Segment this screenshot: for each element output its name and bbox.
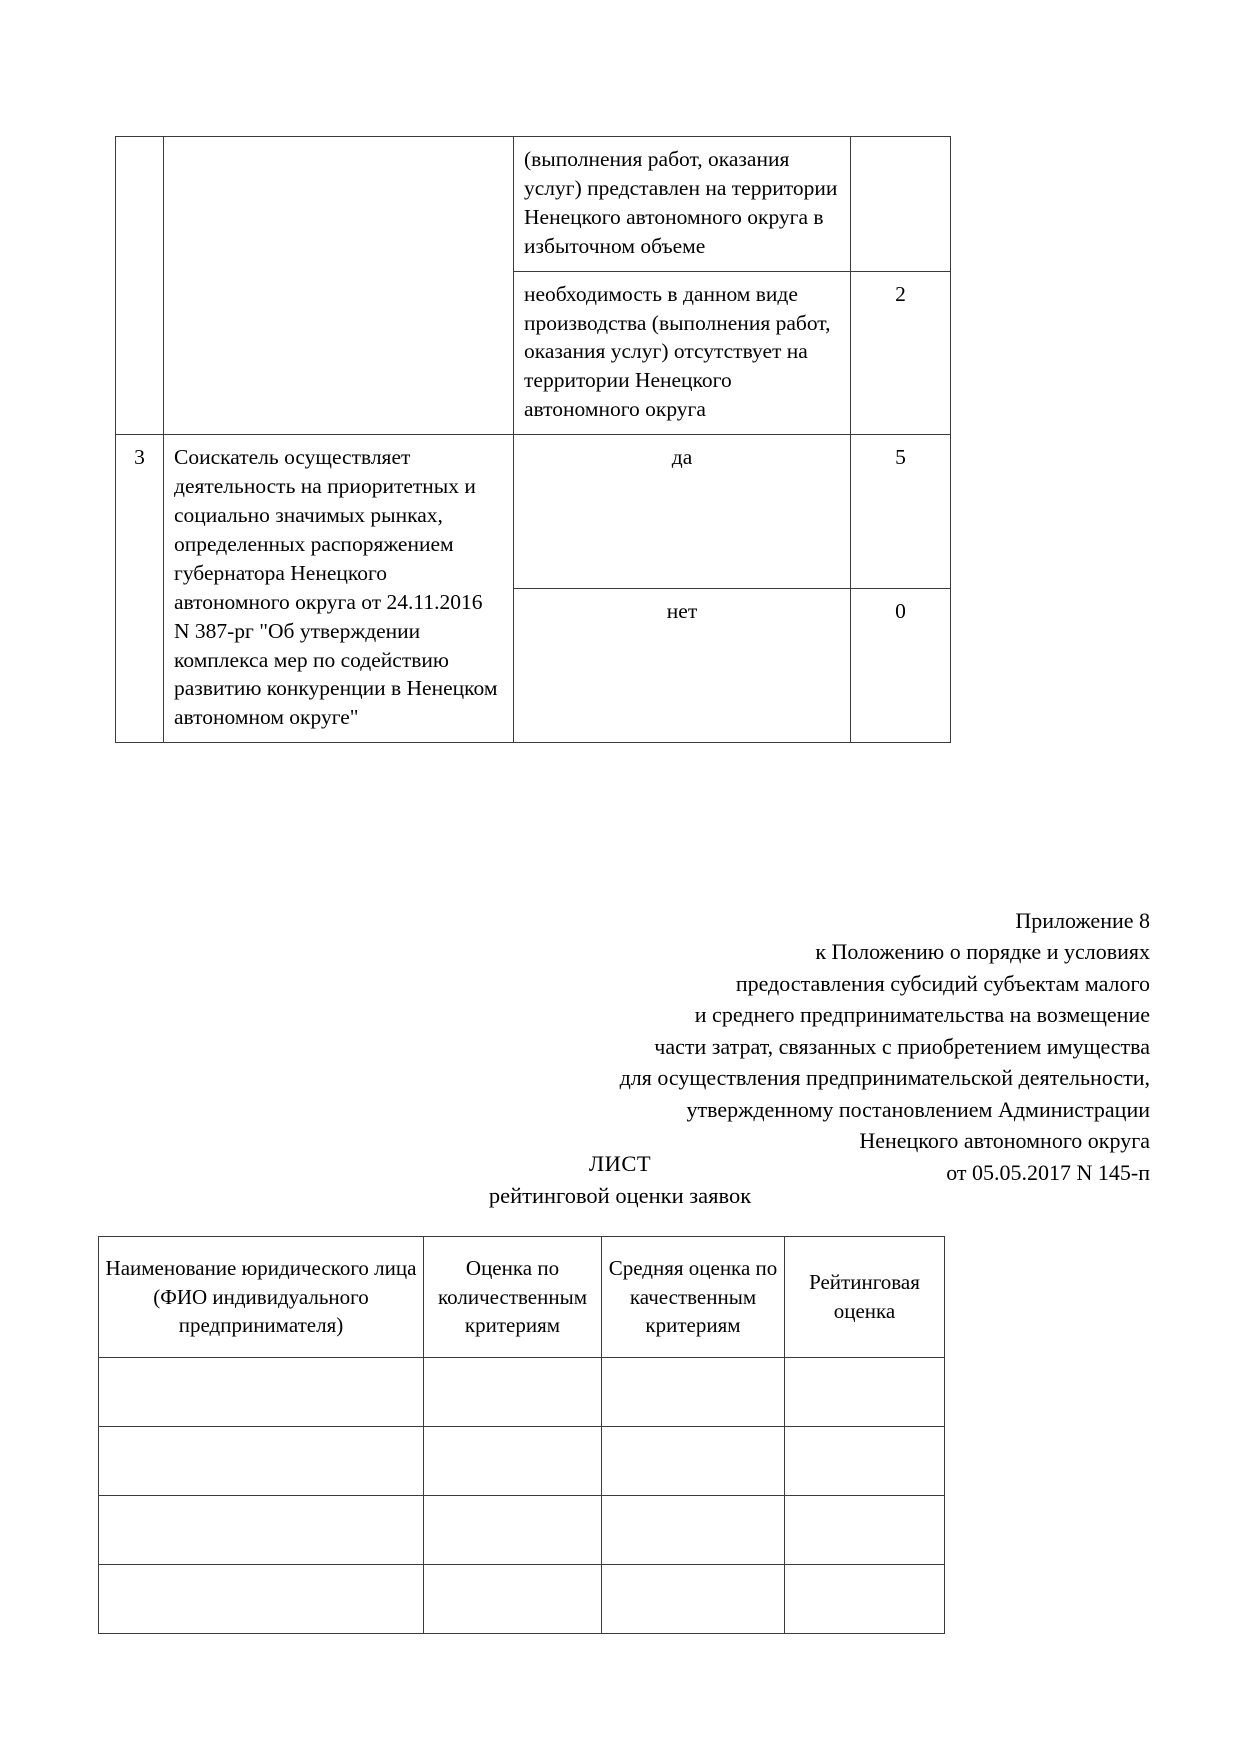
criteria-row-condition: необходимость в данном виде производства (выполнения работ, оказания услуг) отсутствует на территории Ненецкого автономного округа — [514, 271, 851, 435]
page-title-main: ЛИСТ — [588, 1151, 652, 1176]
rating-cell-qualitative[interactable] — [602, 1358, 785, 1427]
appendix-reference-block — [430, 905, 1150, 1188]
rating-table — [98, 1236, 945, 1634]
criteria-row-condition: (выполнения работ, оказания услуг) представлен на территории Ненецкого автономного округа в избыточном объеме — [514, 137, 851, 272]
criteria-row-score: 0 — [851, 589, 951, 743]
appendix-line: части затрат, связанных с приобретением имущества — [654, 1033, 1150, 1059]
rating-cell-qualitative[interactable] — [602, 1427, 785, 1496]
page-title-sub: рейтинговой оценки заявок — [488, 1182, 752, 1208]
appendix-line: от 05.05.2017 N 145-п — [946, 1159, 1150, 1185]
table-row — [99, 1496, 945, 1565]
appendix-line: к Положению о порядке и условиях — [815, 939, 1150, 965]
rating-cell-quantitative[interactable] — [424, 1496, 602, 1565]
rating-cell-name[interactable] — [99, 1427, 424, 1496]
rating-cell-quantitative[interactable] — [424, 1427, 602, 1496]
rating-cell-quantitative[interactable] — [424, 1565, 602, 1634]
criteria-row-score: 2 — [851, 271, 951, 435]
criteria-row-criterion — [164, 137, 514, 435]
rating-cell-qualitative[interactable] — [602, 1565, 785, 1634]
appendix-line: предоставления субсидий субъектам малого — [735, 970, 1150, 996]
rating-table-header-cell: Средняя оценка по качественным критериям — [602, 1237, 785, 1358]
rating-cell-name[interactable] — [99, 1496, 424, 1565]
criteria-row-condition: да — [514, 435, 851, 589]
criteria-row-score — [851, 137, 951, 272]
appendix-line: утвержденному постановлением Администрации — [686, 1096, 1150, 1122]
criteria-row-score: 5 — [851, 435, 951, 589]
criteria-row-number: 3 — [116, 435, 164, 743]
rating-table-header-cell: Наименование юридического лица (ФИО индивидуального предпринимателя) — [99, 1237, 424, 1358]
criteria-row-condition: нет — [514, 589, 851, 743]
criteria-row-criterion: Соискатель осуществляет деятельность на приоритетных и социально значимых рынках, определенных распоряжением губернатора Ненецкого автономного округа от 24.11.2016 N 387-рг "Об утверждении комплекса мер по содействию развитию конкуренции в Ненецком автономном округе" — [164, 435, 514, 743]
criteria-table — [115, 136, 951, 743]
appendix-line: Ненецкого автономного округа — [859, 1128, 1150, 1154]
rating-table-header-row — [99, 1237, 945, 1358]
table-row — [99, 1358, 945, 1427]
rating-table-header-cell: Оценка по количественным критериям — [424, 1237, 602, 1358]
appendix-line: Приложение 8 — [1015, 908, 1150, 933]
rating-cell-total[interactable] — [785, 1496, 945, 1565]
table-row — [116, 137, 951, 272]
page-title — [0, 1148, 1240, 1212]
rating-cell-total[interactable] — [785, 1565, 945, 1634]
appendix-line: для осуществления предпринимательской деятельности, — [619, 1065, 1150, 1091]
rating-cell-total[interactable] — [785, 1427, 945, 1496]
table-row — [99, 1427, 945, 1496]
rating-table-header-cell: Рейтинговая оценка — [785, 1237, 945, 1358]
appendix-line: и среднего предпринимательства на возмещение — [694, 1002, 1150, 1028]
rating-cell-qualitative[interactable] — [602, 1496, 785, 1565]
table-row — [116, 435, 951, 589]
rating-cell-name[interactable] — [99, 1358, 424, 1427]
criteria-row-number — [116, 137, 164, 435]
rating-cell-quantitative[interactable] — [424, 1358, 602, 1427]
rating-cell-name[interactable] — [99, 1565, 424, 1634]
rating-cell-total[interactable] — [785, 1358, 945, 1427]
table-row — [99, 1565, 945, 1634]
